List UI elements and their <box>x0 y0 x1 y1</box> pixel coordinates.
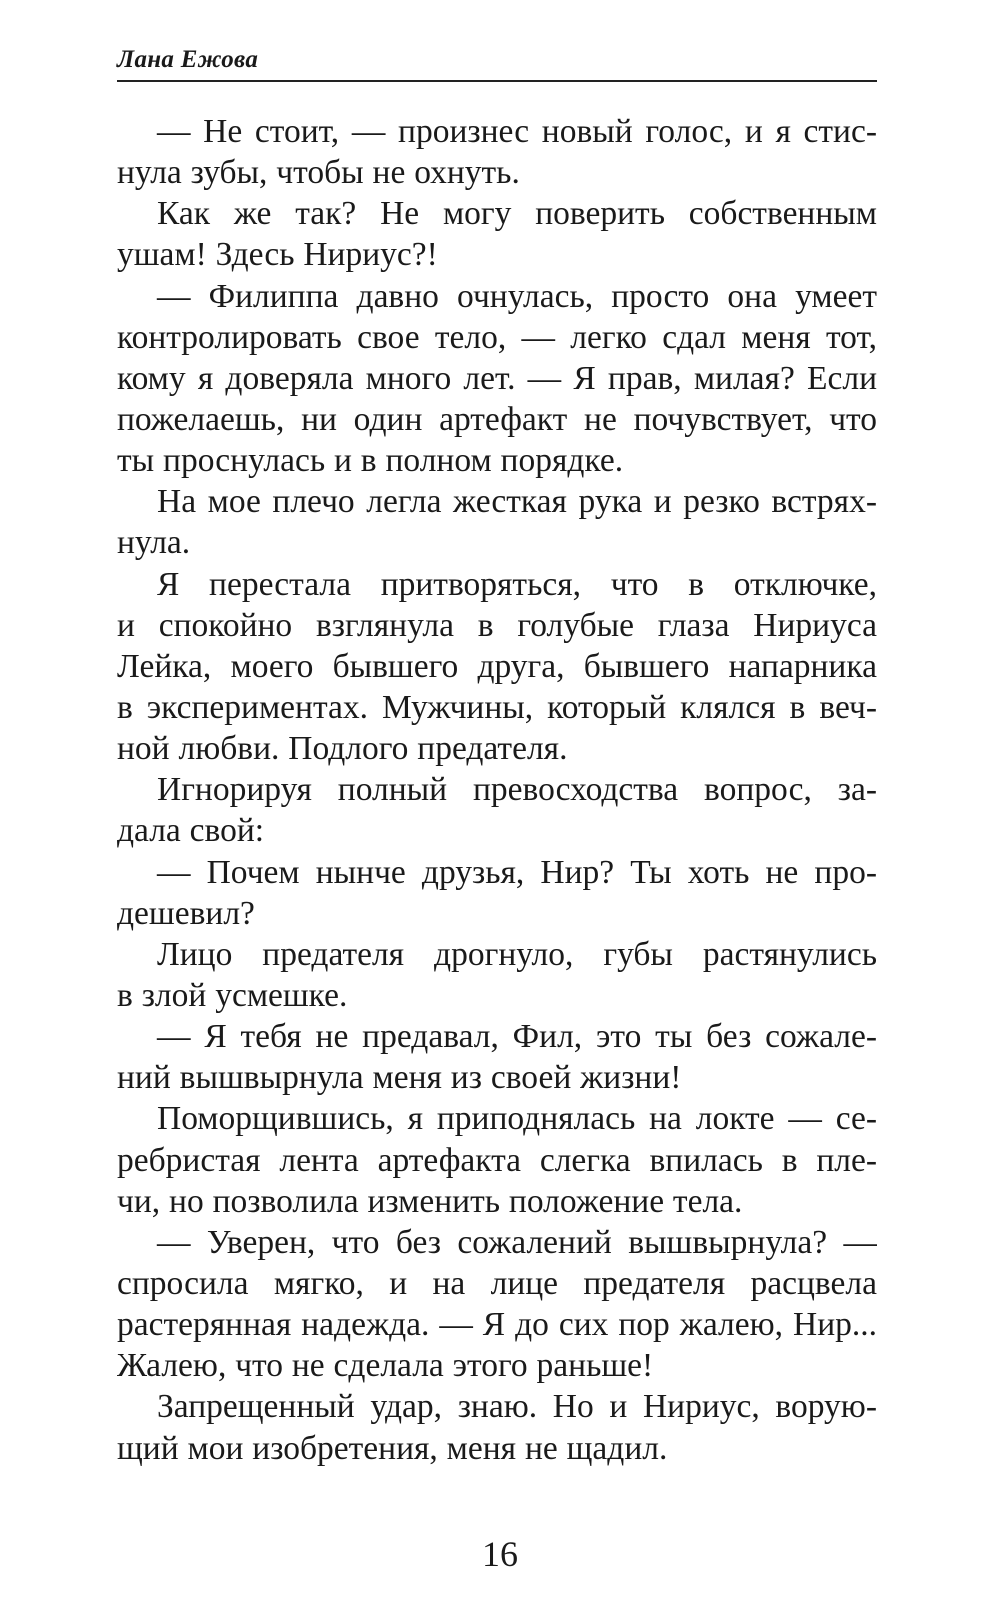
text-line: Игнорируя полный превосходства вопрос, за- <box>157 771 877 809</box>
text-line: ний вышвырнула меня из своей жизни! <box>117 1059 682 1097</box>
text-line: растерянная надежда. — Я до сих пор жалею, Нир... <box>117 1306 877 1344</box>
text-line: и спокойно взглянула в голубые глаза Нириуса <box>117 606 877 644</box>
text-line: нула зубы, чтобы не охнуть. <box>117 154 520 192</box>
text-line: — Не стоит, — произнес новый голос, и я стис- <box>157 113 877 150</box>
text-line: ребристая лента артефакта слегка впилась в пле- <box>117 1141 877 1179</box>
text-line: пожелаешь, ни один артефакт не почувствует, что <box>117 400 877 438</box>
text-line: — Уверен, что без сожалений вышвырнула? — <box>157 1223 877 1261</box>
text-line: — Филиппа давно очнулась, просто она умеет <box>157 277 877 315</box>
text-line: контролировать свое тело, — легко сдал меня тот, <box>117 318 877 356</box>
text-line: нула. <box>117 524 191 562</box>
running-header-author: Лана Ежова <box>117 46 259 73</box>
page-number: 16 <box>482 1534 518 1574</box>
text-line: чи, но позволила изменить положение тела. <box>117 1182 743 1220</box>
text-line: Я перестала притворяться, что в отключке, <box>157 565 877 603</box>
text-line: ной любви. Подлого предателя. <box>117 730 568 768</box>
page-body <box>117 111 877 1469</box>
text-line: Запрещенный удар, знаю. Но и Нириус, ворую- <box>157 1388 877 1426</box>
text-line: в злой усмешке. <box>117 976 348 1014</box>
text-line: спросила мягко, и на лице предателя расцвела <box>117 1264 877 1302</box>
text-line: дешевил? <box>117 894 255 932</box>
text-line: кому я доверяла много лет. — Я прав, милая? Если <box>117 359 877 397</box>
text-line: — Почем нынче друзья, Нир? Ты хоть не про- <box>157 853 877 891</box>
text-line: ты проснулась и в полном порядке. <box>117 442 624 480</box>
text-line: Лейка, моего бывшего друга, бывшего напарника <box>117 647 877 685</box>
text-line: дала свой: <box>117 812 265 850</box>
text-line: Поморщившись, я приподнялась на локте — се- <box>157 1100 877 1138</box>
text-line: щий мои изобретения, меня не щадил. <box>117 1429 668 1467</box>
text-line: ушам! Здесь Нириус?! <box>117 236 438 274</box>
header-divider <box>117 80 877 82</box>
text-line: Лицо предателя дрогнуло, губы растянулись <box>157 935 877 973</box>
text-line: Жалею, что не сделала этого раньше! <box>117 1347 654 1385</box>
text-line: в экспериментах. Мужчины, который клялся в веч- <box>117 688 877 726</box>
text-line: Как же так? Не могу поверить собственным <box>157 195 877 233</box>
text-line: На мое плечо легла жесткая рука и резко встрях- <box>157 483 877 521</box>
text-line: — Я тебя не предавал, Фил, это ты без сожале- <box>157 1018 877 1056</box>
